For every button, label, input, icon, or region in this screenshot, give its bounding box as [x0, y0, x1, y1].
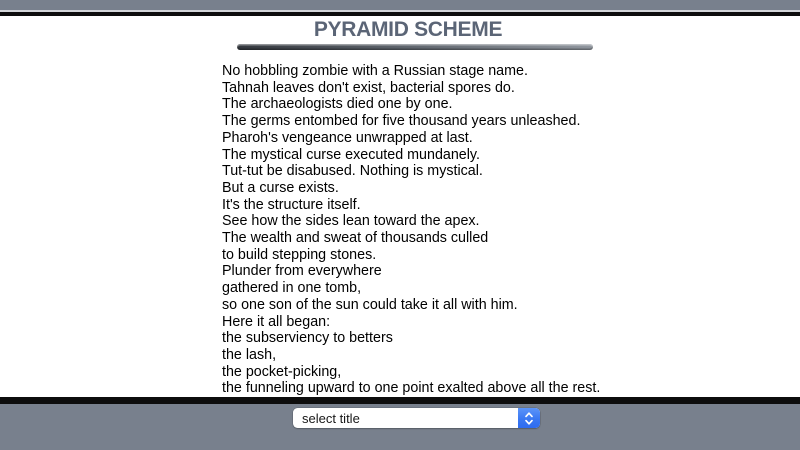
poem-line: It's the structure itself.: [222, 196, 361, 213]
poem-line: gathered in one tomb,: [222, 280, 362, 297]
poem-line: to build stepping stones.: [222, 246, 377, 263]
poem-line: But a curse exists.: [222, 179, 339, 196]
poem-line: No hobbling zombie with a Russian stage name.: [222, 63, 528, 79]
page-title: PYRAMID SCHEME: [313, 18, 503, 41]
poem-line: so one son of the sun could take it all with him.: [222, 296, 518, 313]
up-down-chevrons-icon: [518, 408, 540, 428]
poem-line: the pocket-picking,: [222, 363, 342, 380]
top-frame-black-stripe: [0, 12, 800, 16]
poem-line: The wealth and sweat of thousands culled: [222, 230, 489, 247]
poem-line: Tahnah leaves don't exist, bacterial spores do.: [222, 79, 515, 96]
title-underline-rule: [237, 44, 593, 50]
poem-line: The archaeologists died one by one.: [222, 96, 453, 113]
title-select-value: select title: [302, 410, 360, 426]
poem-line: Tut-tut be disabused. Nothing is mystical.: [222, 163, 483, 180]
poem-line: See how the sides lean toward the apex.: [222, 213, 480, 230]
poem-line: the lash,: [222, 346, 277, 363]
top-frame-bar: [0, 0, 800, 10]
poem-line: Pharoh's vengeance unwrapped at last.: [222, 129, 473, 146]
poem-line: Plunder from everywhere: [222, 263, 382, 280]
poem-line: The germs entombed for five thousand years unleashed.: [222, 113, 581, 130]
poem-line: the subserviency to betters: [222, 330, 393, 347]
poem-line: the funneling upward to one point exalted above all the rest.: [222, 380, 601, 397]
title-select[interactable]: [293, 408, 540, 428]
poem-line: Here it all began:: [222, 313, 331, 330]
poem-text: [222, 63, 601, 397]
poem-line: The mystical curse executed mundanely.: [222, 146, 480, 163]
